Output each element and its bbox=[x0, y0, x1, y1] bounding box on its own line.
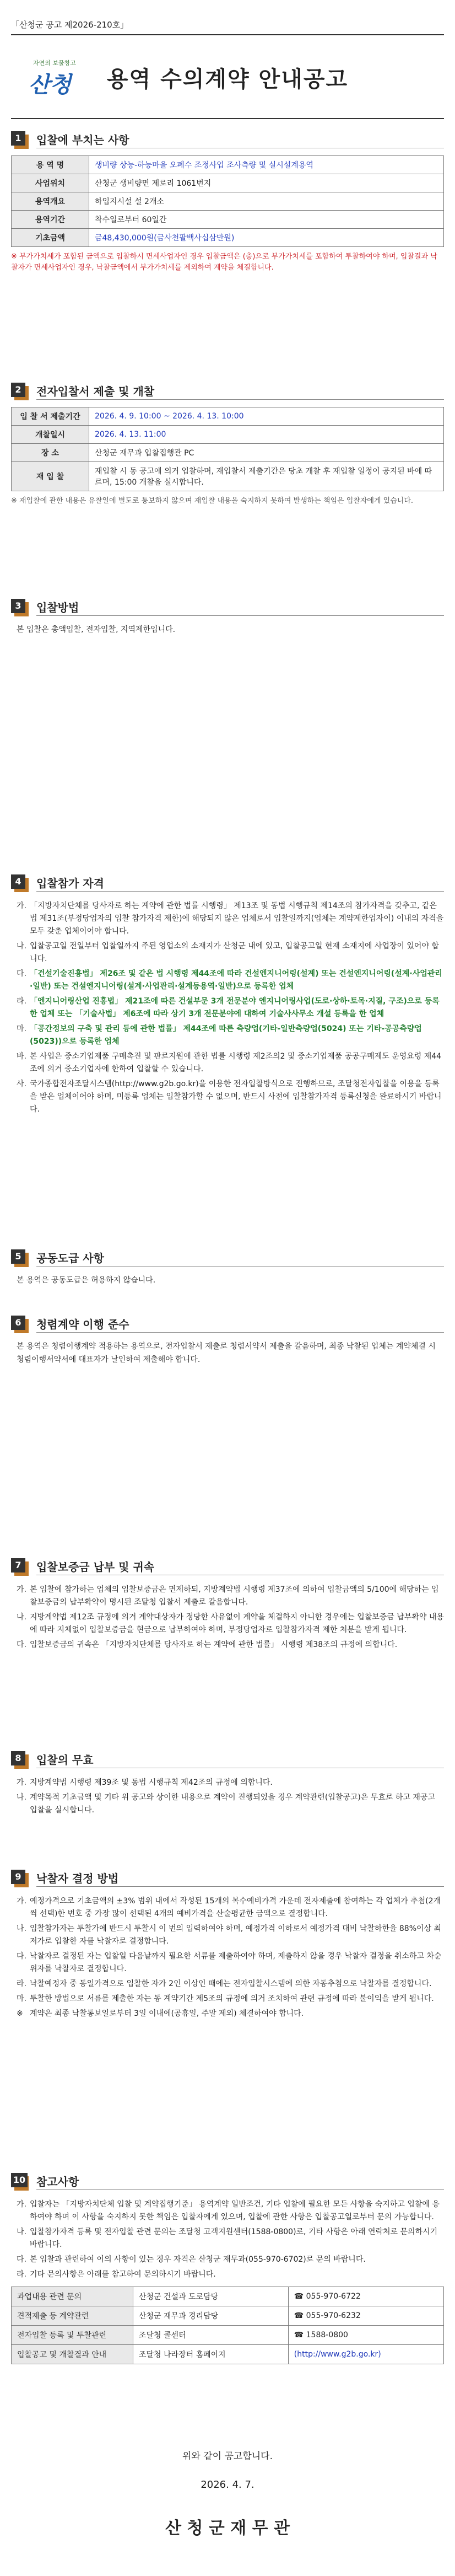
bid-info-table bbox=[11, 155, 444, 247]
row-label: 용 역 명 bbox=[12, 156, 89, 174]
contact-dept: 조달청 나라장터 홈페이지 bbox=[133, 2345, 289, 2364]
row-value: 산청군 생비량면 제로리 1061번지 bbox=[89, 174, 444, 192]
table-row bbox=[12, 2345, 444, 2364]
section-2-header bbox=[11, 379, 444, 401]
award-list bbox=[11, 1895, 444, 2020]
list-item: 가. 입찰자는 「지방자치단체 입찰 및 계약집행기준」 용역계약 일반조건, 기타 입찰에 필요한 모든 사항을 숙지하고 입찰에 응하여야 하며 이 사항을 숙지하지 못한 책임은 입찰자에게 있으며, 입찰에 관한 사항은 입찰공고일로부터 문의 가능합니다. bbox=[17, 2200, 440, 2221]
list-item: 가. 예정가격으로 기초금액의 ±3% 범위 내에서 작성된 15개의 복수예비가격 가운데 전자제출에 참여하는 각 업체가 추첨(2개씩 선택)한 번호 중 가장 많이 선택된 4개의 예비가격을 산술평균한 금액으로 결정합니다. bbox=[17, 1897, 441, 1918]
section-9-header bbox=[11, 1866, 444, 1888]
contact-phone: ☎ 1588-0800 bbox=[288, 2326, 443, 2345]
row-value: 2026. 4. 9. 10:00 ~ 2026. 4. 13. 10:00 bbox=[89, 407, 444, 426]
contact-phone: ☎ 055-970-6232 bbox=[288, 2306, 443, 2326]
page-title: 용역 수의계약 안내공고 bbox=[106, 67, 349, 92]
vat-note: ※ 부가가치세가 포함된 금액으로 입찰하시 면세사업자인 경우 입찰금액은 (충)으로 부가가치세를 포함하여 투찰하여야 하며, 입찰결과 낙찰자가 면세사업자인 경우, 낙찰금액에서 부가가치세를 제외하여 계약을 체결합니다. bbox=[11, 253, 437, 272]
table-row bbox=[12, 426, 444, 444]
issuer-signature: 산 청 군 재 무 관 bbox=[165, 2519, 290, 2538]
section-9-title: 낙찰자 결정 방법 bbox=[36, 1872, 119, 1885]
section-4-title: 입찰참가 자격 bbox=[36, 877, 104, 890]
section-8-number: 8 bbox=[11, 1751, 25, 1765]
section-7-title: 입찰보증금 납부 및 귀속 bbox=[36, 1560, 155, 1574]
bid-method-text: 본 입찰은 총액입찰, 전자입찰, 지역제한입니다. bbox=[17, 625, 176, 634]
section-5 bbox=[11, 1246, 444, 1287]
list-item: 바. 본 사업은 중소기업제품 구매촉진 및 판로지원에 관한 법률 시행령 제2조의2 및 중소기업제품 공공구매제도 운영요령 제44조에 의거 중소기업자에 한하여 입찰할 수 있습니다. bbox=[17, 1052, 442, 1074]
section-5-title: 공동도급 사항 bbox=[36, 1252, 104, 1265]
contact-dept: 산청군 건설과 도로담당 bbox=[133, 2287, 289, 2306]
integrity-text: 본 용역은 청렴이행계약 적용하는 용역으로, 전자입찰서 제출로 청렴서약서 제출을 갈음하며, 최종 낙찰된 업체는 계약체결 시 청렴이행서약서에 대표자가 날인하여 제출해야 합니다. bbox=[17, 1342, 436, 1364]
table-row bbox=[12, 156, 444, 174]
section-1-header bbox=[11, 128, 444, 150]
list-item: 다. 본 입찰과 관련하여 이의 사항이 있는 경우 자격은 산청군 재무과(055-970-6702)로 문의 바랍니다. bbox=[17, 2255, 366, 2264]
contacts-table bbox=[11, 2287, 444, 2364]
reference-list bbox=[11, 2198, 444, 2281]
section-8-header bbox=[11, 1748, 444, 1770]
table-row bbox=[12, 2326, 444, 2345]
row-label: 장 소 bbox=[12, 444, 89, 462]
g2b-link[interactable]: (http://www.g2b.go.kr) bbox=[288, 2345, 443, 2364]
section-3-number: 3 bbox=[11, 599, 25, 613]
list-item: 다. 「건설기술진흥법」 제26조 및 같은 법 시행령 제44조에 따라 건설엔지니어링(설계) 또는 건설엔지니어링(설계·사업관리·일반) 또는 건설엔지니어링(설계·사업관리·설계등용역·일반)으로 등록한 업체 bbox=[17, 969, 442, 991]
section-1 bbox=[11, 128, 444, 273]
section-3-header bbox=[11, 595, 444, 618]
rebid-note: ※ 재입찰에 관한 내용은 유찰일에 별도로 통보하지 않으며 재입찰 내용을 숙지하지 못하여 발생하는 책임은 입찰자에게 있습니다. bbox=[11, 497, 414, 505]
list-item: 라. 낙찰예정자 중 동일가격으로 입찰한 자가 2인 이상인 때에는 전자입찰시스템에 의한 자동추첨으로 낙찰자를 결정합니다. bbox=[17, 1979, 432, 1988]
section-7 bbox=[11, 1555, 444, 1654]
table-row bbox=[12, 211, 444, 229]
schedule-table bbox=[11, 407, 444, 491]
table-row bbox=[12, 444, 444, 462]
section-1-title: 입찰에 부치는 사항 bbox=[36, 133, 129, 147]
list-item: ※ 계약은 최종 낙찰통보일로부터 3일 이내에(공휴일, 주말 제외) 체결하여야 합니다. bbox=[17, 2009, 304, 2018]
row-value: 생비량 상능-하능마을 오폐수 조정사업 조사측량 및 실시설계용역 bbox=[89, 156, 444, 174]
section-7-number: 7 bbox=[11, 1558, 25, 1573]
eligibility-list bbox=[11, 900, 444, 1116]
contact-phone: ☎ 055-970-6722 bbox=[288, 2287, 443, 2306]
section-8 bbox=[11, 1748, 444, 1819]
table-row bbox=[12, 192, 444, 211]
row-label: 용역기간 bbox=[12, 211, 89, 229]
row-value: 재입찰 시 동 공고에 의거 입찰하며, 재입찰서 제출기간은 당초 개찰 후 재입찰 일정이 공지된 바에 따르며, 15:00 개찰을 실시합니다. bbox=[89, 462, 444, 491]
logo-name: 산청 bbox=[29, 72, 72, 98]
row-value: 착수일로부터 60일간 bbox=[89, 211, 444, 229]
list-item: 마. 「공간정보의 구축 및 관리 등에 관한 법률」 제44조에 따른 측량업(기타-일반측량업(5024) 또는 기타-공공측량업(5023))으로 등록한 업체 bbox=[17, 1024, 422, 1046]
section-8-title: 입찰의 무효 bbox=[36, 1753, 94, 1767]
row-value: 산청군 재무과 입찰집행관 PC bbox=[89, 444, 444, 462]
row-label: 입 찰 서 제출기간 bbox=[12, 407, 89, 426]
section-10-header bbox=[11, 2170, 444, 2192]
section-5-number: 5 bbox=[11, 1249, 25, 1264]
row-label: 사업위치 bbox=[12, 174, 89, 192]
list-item: 사. 국가종합전자조달시스템(http://www.g2b.go.kr)을 이용한 전자입찰방식으로 진행하므로, 조달청전자입찰을 이용을 등록을 받은 업체이어야 하며, 미등록 업체는 입찰참가할 수 없으며, 반드시 사전에 입찰참가자격 등록신청을 완료하시기 바랍니다. bbox=[17, 1080, 442, 1114]
row-value: 금48,430,000원(금사천팔백사십삼만원) bbox=[89, 229, 444, 247]
row-label: 용역개요 bbox=[12, 192, 89, 211]
deposit-list bbox=[11, 1584, 444, 1651]
contact-dept: 산청군 재무과 경리담당 bbox=[133, 2306, 289, 2326]
section-4-header bbox=[11, 871, 444, 893]
list-item: 라. 「엔지니어링산업 진흥법」 제21조에 따른 건설부문 3개 전문분야 엔지니어링사업(도로·상하·토목·지질, 구조)으로 등록한 업체 또는 「기술사법」 제6조에 따라 상기 3개 전문분야에 대하여 기술사사무소 개설 등록을 한 업체 bbox=[17, 997, 440, 1018]
list-item: 나. 입찰참가자는 투찰가에 반드시 투찰시 이 번의 입력하여야 하며, 예정가격 이하로서 예정가격 대비 낙찰하한율 88%이상 최저가로 입찰한 자를 낙찰자로 결정합니다. bbox=[17, 1924, 442, 1946]
list-item: 다. 입찰보증금의 귀속은 「지방자치단체를 당사자로 하는 계약에 관한 법률」 시행령 제38조의 규정에 의합니다. bbox=[17, 1640, 398, 1649]
section-10-title: 참고사항 bbox=[36, 2175, 79, 2188]
contact-topic: 입찰공고 및 개찰결과 안내 bbox=[12, 2345, 133, 2364]
list-item: 마. 투찰한 방법으로 서류를 제출한 자는 동 계약기간 제5조의 규정에 의거 조치하여 관련 규정에 따라 불이익을 받게 됩니다. bbox=[17, 1994, 434, 2003]
table-row bbox=[12, 2306, 444, 2326]
list-item: 가. 「지방자치단체를 당사자로 하는 계약에 관한 법률 시행령」 제13조 및 동법 시행규칙 제14조의 참가자격을 갖추고, 같은 법 제31조(부정당업자의 입찰 참가자격 제한)에 해당되지 않은 업체로서 입찰일까지(업체는 계약제한업자이) 이내의 자격을 모두 갖춘 업체이어야 합니다. bbox=[17, 901, 444, 936]
table-row bbox=[12, 407, 444, 426]
list-item: 나. 입찰공고일 전일부터 입찰일까지 주된 영업소의 소재지가 산청군 내에 있고, 입찰공고일 현재 소재지에 사업장이 있어야 합니다. bbox=[17, 942, 439, 963]
contact-topic: 견적제출 등 계약관련 bbox=[12, 2306, 133, 2326]
section-6-header bbox=[11, 1312, 444, 1334]
section-2 bbox=[11, 379, 444, 507]
row-label: 기초금액 bbox=[12, 229, 89, 247]
notice-date: 2026. 4. 7. bbox=[201, 2479, 254, 2491]
section-9 bbox=[11, 1866, 444, 2022]
section-6 bbox=[11, 1312, 444, 1366]
section-6-title: 청렴계약 이행 준수 bbox=[36, 1318, 129, 1331]
notice-number: 「산청군 공고 제2026-210호」 bbox=[11, 20, 129, 30]
table-row bbox=[12, 2287, 444, 2306]
row-label: 재 입 찰 bbox=[12, 462, 89, 491]
list-item: 나. 입찰참가자격 등록 및 전자입찰 관련 문의는 조달청 고객지원센터(1588-0800)로, 기타 사항은 아래 연락처로 문의하시기 바랍니다. bbox=[17, 2228, 438, 2249]
section-2-title: 전자입찰서 제출 및 개찰 bbox=[36, 385, 155, 398]
section-7-header bbox=[11, 1555, 444, 1577]
list-item: 나. 계약목적 기초금액 및 기타 위 공고와 상이한 내용으로 계약이 진행되었을 경우 계약관련(입찰공고)은 무효로 하고 재공고 입찰을 실시합니다. bbox=[17, 1793, 435, 1815]
section-10-number: 10 bbox=[11, 2173, 28, 2187]
row-label: 개찰일시 bbox=[12, 426, 89, 444]
header-box bbox=[11, 34, 444, 119]
section-3-title: 입찰방법 bbox=[36, 601, 79, 614]
section-4-number: 4 bbox=[11, 874, 25, 889]
row-value: 하입지시설 설 2개소 bbox=[89, 192, 444, 211]
list-item: 가. 본 입찰에 참가하는 업체의 입찰보증금은 면제하되, 지방계약법 시행령 제37조에 의하여 입찰금액의 5/100에 해당하는 입찰보증금의 납부확약이 명시된 조달청 입찰서 제출로 갈음합니다. bbox=[17, 1585, 439, 1607]
joint-contract-text: 본 용역은 공동도급은 허용하지 않습니다. bbox=[17, 1276, 156, 1285]
contact-topic: 전자입찰 등록 및 투찰관련 bbox=[12, 2326, 133, 2345]
table-row bbox=[12, 229, 444, 247]
closing-statement: 위와 같이 공고합니다. bbox=[182, 2451, 273, 2462]
section-10 bbox=[11, 2170, 444, 2364]
section-4 bbox=[11, 871, 444, 1118]
list-item: 나. 지방계약법 제12조 규정에 의거 계약대상자가 정당한 사유없이 계약을 체결하지 아니한 경우에는 입찰보증금 납부확약 내용에 따라 지체없이 입찰보증금을 현금으로 납부하여야 하며, 부정당업자로 입찰참가자격 제한 처분을 받게 됩니다. bbox=[17, 1613, 444, 1634]
logo-tagline: 자연의 보물창고 bbox=[33, 60, 76, 67]
list-item: 다. 낙찰자로 결정된 자는 입찰일 다음날까지 필요한 서류를 제출하여야 하며, 제출하지 않을 경우 낙찰자 결정을 취소하고 차순위자를 낙찰자로 결정합니다. bbox=[17, 1952, 442, 1973]
table-row bbox=[12, 462, 444, 491]
section-3 bbox=[11, 595, 444, 636]
table-row bbox=[12, 174, 444, 192]
contact-topic: 과업내용 관련 문의 bbox=[12, 2287, 133, 2306]
section-6-number: 6 bbox=[11, 1316, 25, 1330]
list-item: 가. 지방계약법 시행령 제39조 및 동법 시행규칙 제42조의 규정에 의합니다. bbox=[17, 1778, 273, 1787]
section-1-number: 1 bbox=[11, 131, 25, 146]
list-item: 라. 기타 문의사항은 아래를 참고하여 문의하시기 바랍니다. bbox=[17, 2270, 216, 2279]
row-value: 2026. 4. 13. 11:00 bbox=[89, 426, 444, 444]
section-2-number: 2 bbox=[11, 383, 25, 397]
section-9-number: 9 bbox=[11, 1870, 25, 1884]
contact-dept: 조달청 콜센터 bbox=[133, 2326, 289, 2345]
invalid-list bbox=[11, 1777, 444, 1817]
section-5-header bbox=[11, 1246, 444, 1268]
